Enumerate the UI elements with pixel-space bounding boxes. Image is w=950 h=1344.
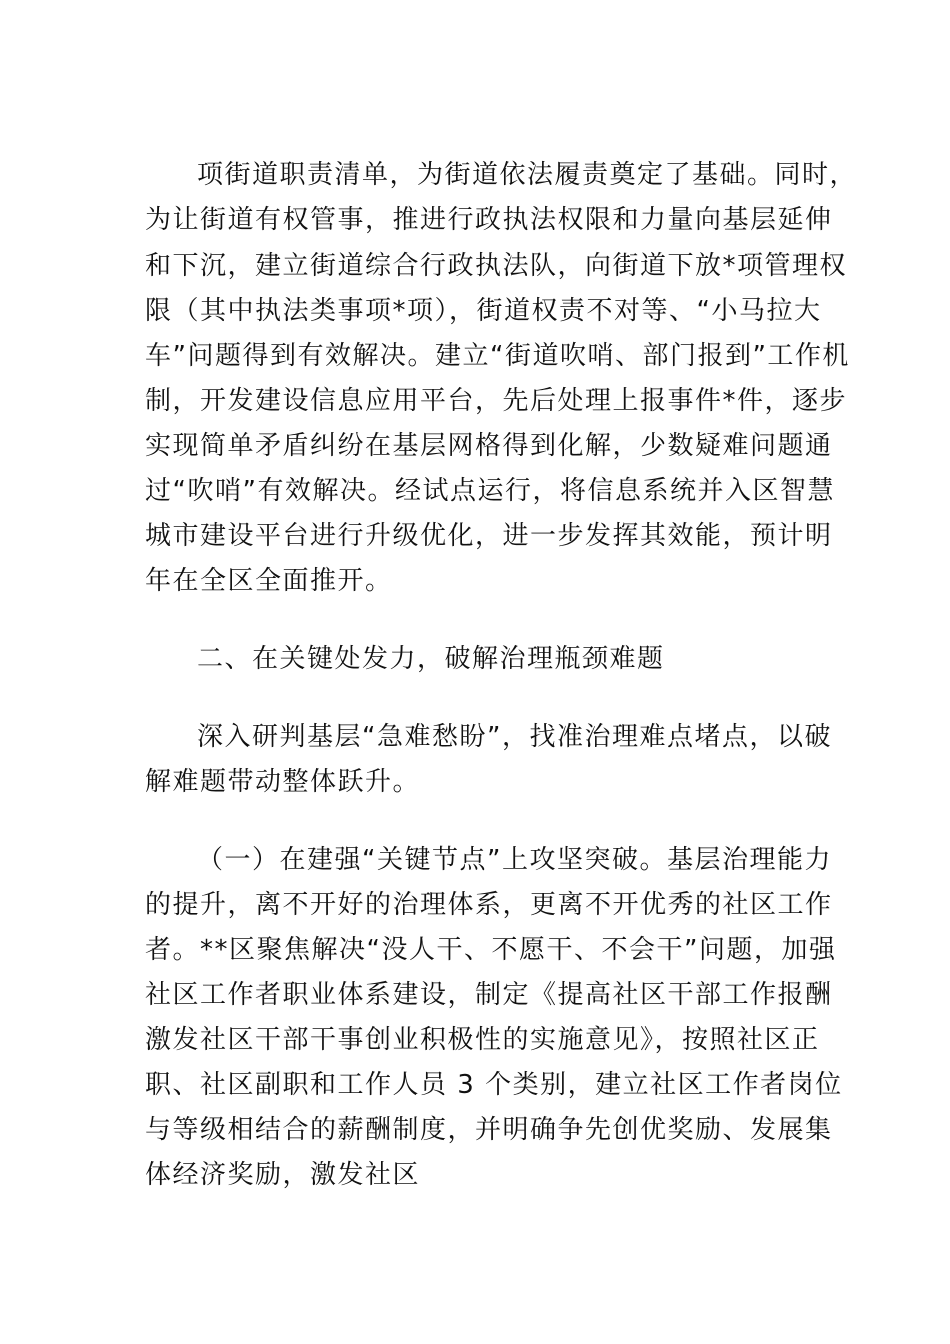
section-heading: 二、在关键处发力，破解治理瓶颈难题 — [197, 644, 665, 674]
text-line: 限（其中执法类事项*项），街道权责不对等、“小马拉大 — [145, 296, 822, 326]
text-line: 城市建设平台进行升级优化，进一步发挥其效能，预计明 — [145, 521, 833, 551]
text-line: 的提升，离不开好的治理体系，更离不开优秀的社区工作 — [145, 890, 833, 920]
text-line: 实现简单矛盾纠纷在基层网格得到化解，少数疑难问题通 — [145, 431, 833, 461]
text-line: 深入研判基层“急难愁盼”，找准治理难点堵点，以破 — [197, 722, 832, 752]
text-line: 者。**区聚焦解决“没人干、不愿干、不会干”问题，加强 — [145, 935, 837, 965]
text-line: 体经济奖励，激发社区 — [145, 1160, 421, 1190]
text-line: 解难题带动整体跃升。 — [145, 767, 421, 797]
text-line: 激发社区干部干事创业积极性的实施意见》，按照社区正 — [145, 1025, 820, 1055]
text-line: 项街道职责清单，为街道依法履责奠定了基础。同时， — [197, 160, 858, 190]
text-line: （一）在建强“关键节点”上攻坚突破。基层治理能力 — [197, 845, 832, 875]
text-line: 社区工作者职业体系建设，制定《提高社区干部工作报酬 — [145, 980, 833, 1010]
text-line: 车”问题得到有效解决。建立“街道吹哨、部门报到”工作机 — [145, 341, 850, 371]
text-line: 年在全区全面推开。 — [145, 566, 393, 596]
text-line: 过“吹哨”有效解决。经试点运行，将信息系统并入区智慧 — [145, 476, 835, 506]
text-line: 为让街道有权管事，推进行政执法权限和力量向基层延伸 — [145, 205, 833, 235]
text-line: 制，开发建设信息应用平台，先后处理上报事件*件，逐步 — [145, 386, 848, 416]
text-line: 与等级相结合的薪酬制度，并明确争先创优奖励、发展集 — [145, 1115, 833, 1145]
text-line: 职、社区副职和工作人员 3 个类别，建立社区工作者岗位 — [145, 1070, 843, 1100]
text-line: 和下沉，建立街道综合行政执法队，向街道下放*项管理权 — [145, 251, 848, 281]
